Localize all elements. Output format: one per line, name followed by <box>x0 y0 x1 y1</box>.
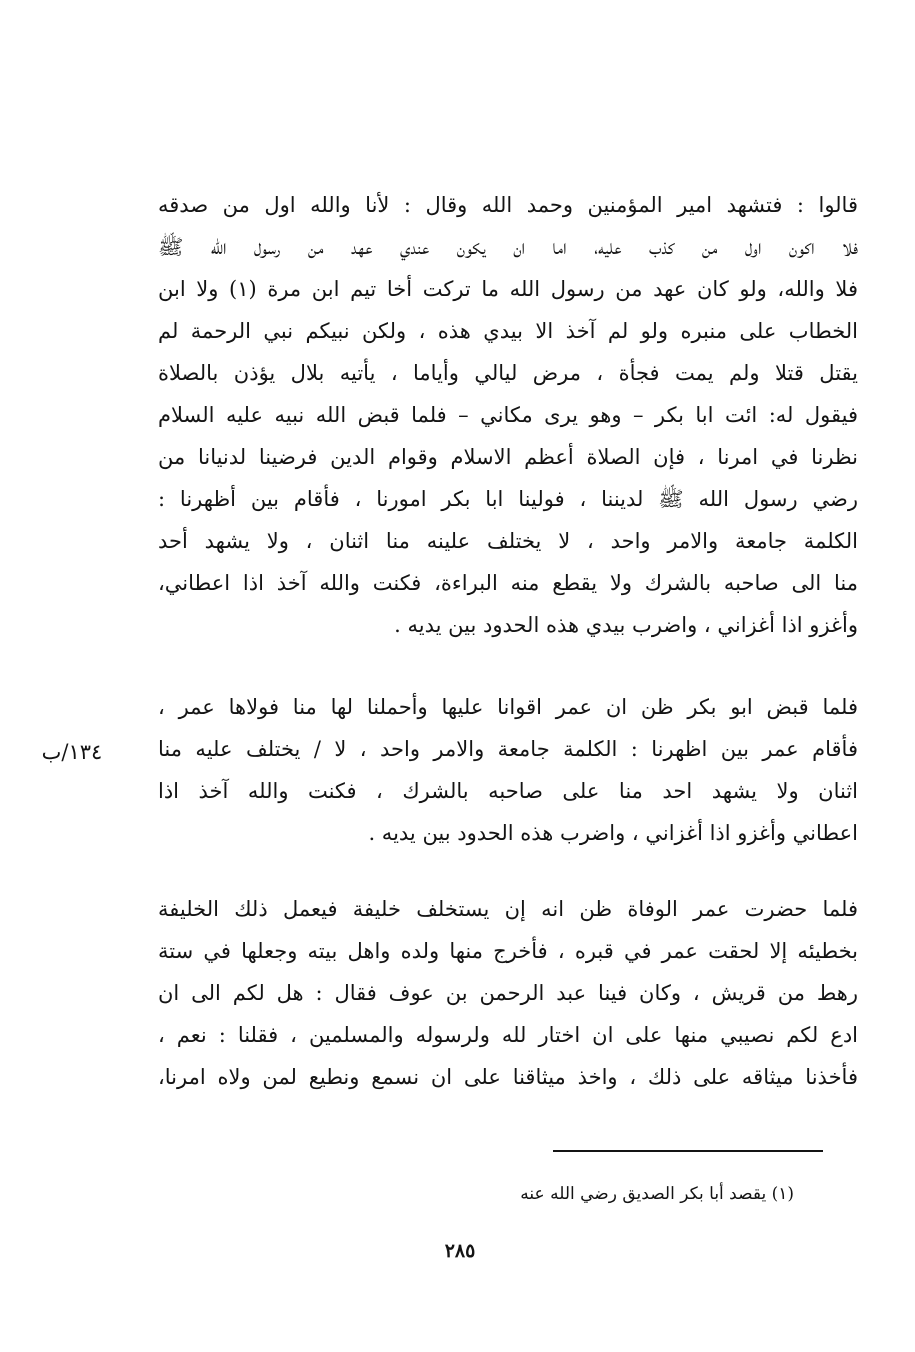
manuscript-folio-note: ١٣٤/ب <box>41 740 103 764</box>
text-line: وأغزو اذا أغزاني ، واضرب بيدي هذه الحدود بين يديه . <box>394 613 858 637</box>
text-line: فلما قبض ابو بكر ظن ان عمر اقوانا عليها وأحملنا لها منا فولاها عمر ، <box>158 695 858 719</box>
text-line: يقتل قتلا ولم يمت فجأة ، مرض ليالي وأياما ، يأتيه بلال يؤذن بالصلاة <box>158 361 858 385</box>
page-number: ٢٨٥ <box>444 1240 476 1262</box>
text-line: فأخذنا ميثاقه على ذلك ، واخذ ميثاقنا على ان نسمع ونطيع لمن ولاه امرنا، <box>158 1065 858 1089</box>
text-line: رهط من قريش ، وكان فينا عبد الرحمن بن عوف فقال : هل لكم الى ان <box>158 981 858 1005</box>
text-line: اثنان ولا يشهد احد منا على صاحبه بالشرك ، فكنت والله آخذ اذا <box>158 779 858 803</box>
paragraph-1 <box>158 184 858 646</box>
text-line: فلا اكون اول من كذب عليه، اما ان يكون عندي عهد من رسول الله ﷺ <box>158 235 858 259</box>
text-line: قالوا : فتشهد امير المؤمنين وحمد الله وقال : لأنا والله اول من صدقه <box>158 193 858 217</box>
text-line: ادع لكم نصيبي منها على ان اختار لله ولرسوله والمسلمين ، فقلنا : نعم ، <box>158 1023 858 1047</box>
text-line: فلا والله، ولو كان عهد من رسول الله ما تركت أخا تيم ابن مرة (١) ولا ابن <box>158 277 858 301</box>
text-line: اعطاني وأغزو اذا أغزاني ، واضرب هذه الحدود بين يديه . <box>368 821 858 845</box>
text-line: رضي رسول الله ﷺ لديننا ، فولينا ابا بكر امورنا ، فأقام بين أظهرنا : <box>158 487 858 511</box>
text-line: الخطاب على منبره ولو لم آخذ الا بيدي هذه ، ولكن نبيكم نبي الرحمة لم <box>158 319 858 343</box>
text-line: فلما حضرت عمر الوفاة ظن انه إن يستخلف خليفة فيعمل ذلك الخليفة <box>158 897 858 921</box>
paragraph-3 <box>158 888 858 1098</box>
text-line: فيقول له: ائت ابا بكر – وهو يرى مكاني – فلما قبض الله نبيه عليه السلام <box>158 403 858 427</box>
text-line: منا الى صاحبه بالشرك ولا يقطع منه البراءة، فكنت والله آخذ اذا اعطاني، <box>158 571 858 595</box>
footnote: (١) يقصد أبا بكر الصديق رضي الله عنه <box>520 1184 794 1204</box>
text-line: نظرنا في امرنا ، فإن الصلاة أعظم الاسلام وقوام الدين فرضينا لدنيانا من <box>158 445 858 469</box>
paragraph-2 <box>158 686 858 854</box>
text-line: فأقام عمر بين اظهرنا : الكلمة جامعة والامر واحد ، لا / يختلف عليه منا <box>158 737 858 761</box>
text-line: بخطيئه إلا لحقت عمر في قبره ، فأخرج منها ولده واهل بيته وجعلها في ستة <box>158 939 858 963</box>
text-line: الكلمة جامعة والامر واحد ، لا يختلف علينه منا اثنان ، ولا يشهد أحد <box>158 529 858 553</box>
footnote-divider <box>553 1150 823 1152</box>
